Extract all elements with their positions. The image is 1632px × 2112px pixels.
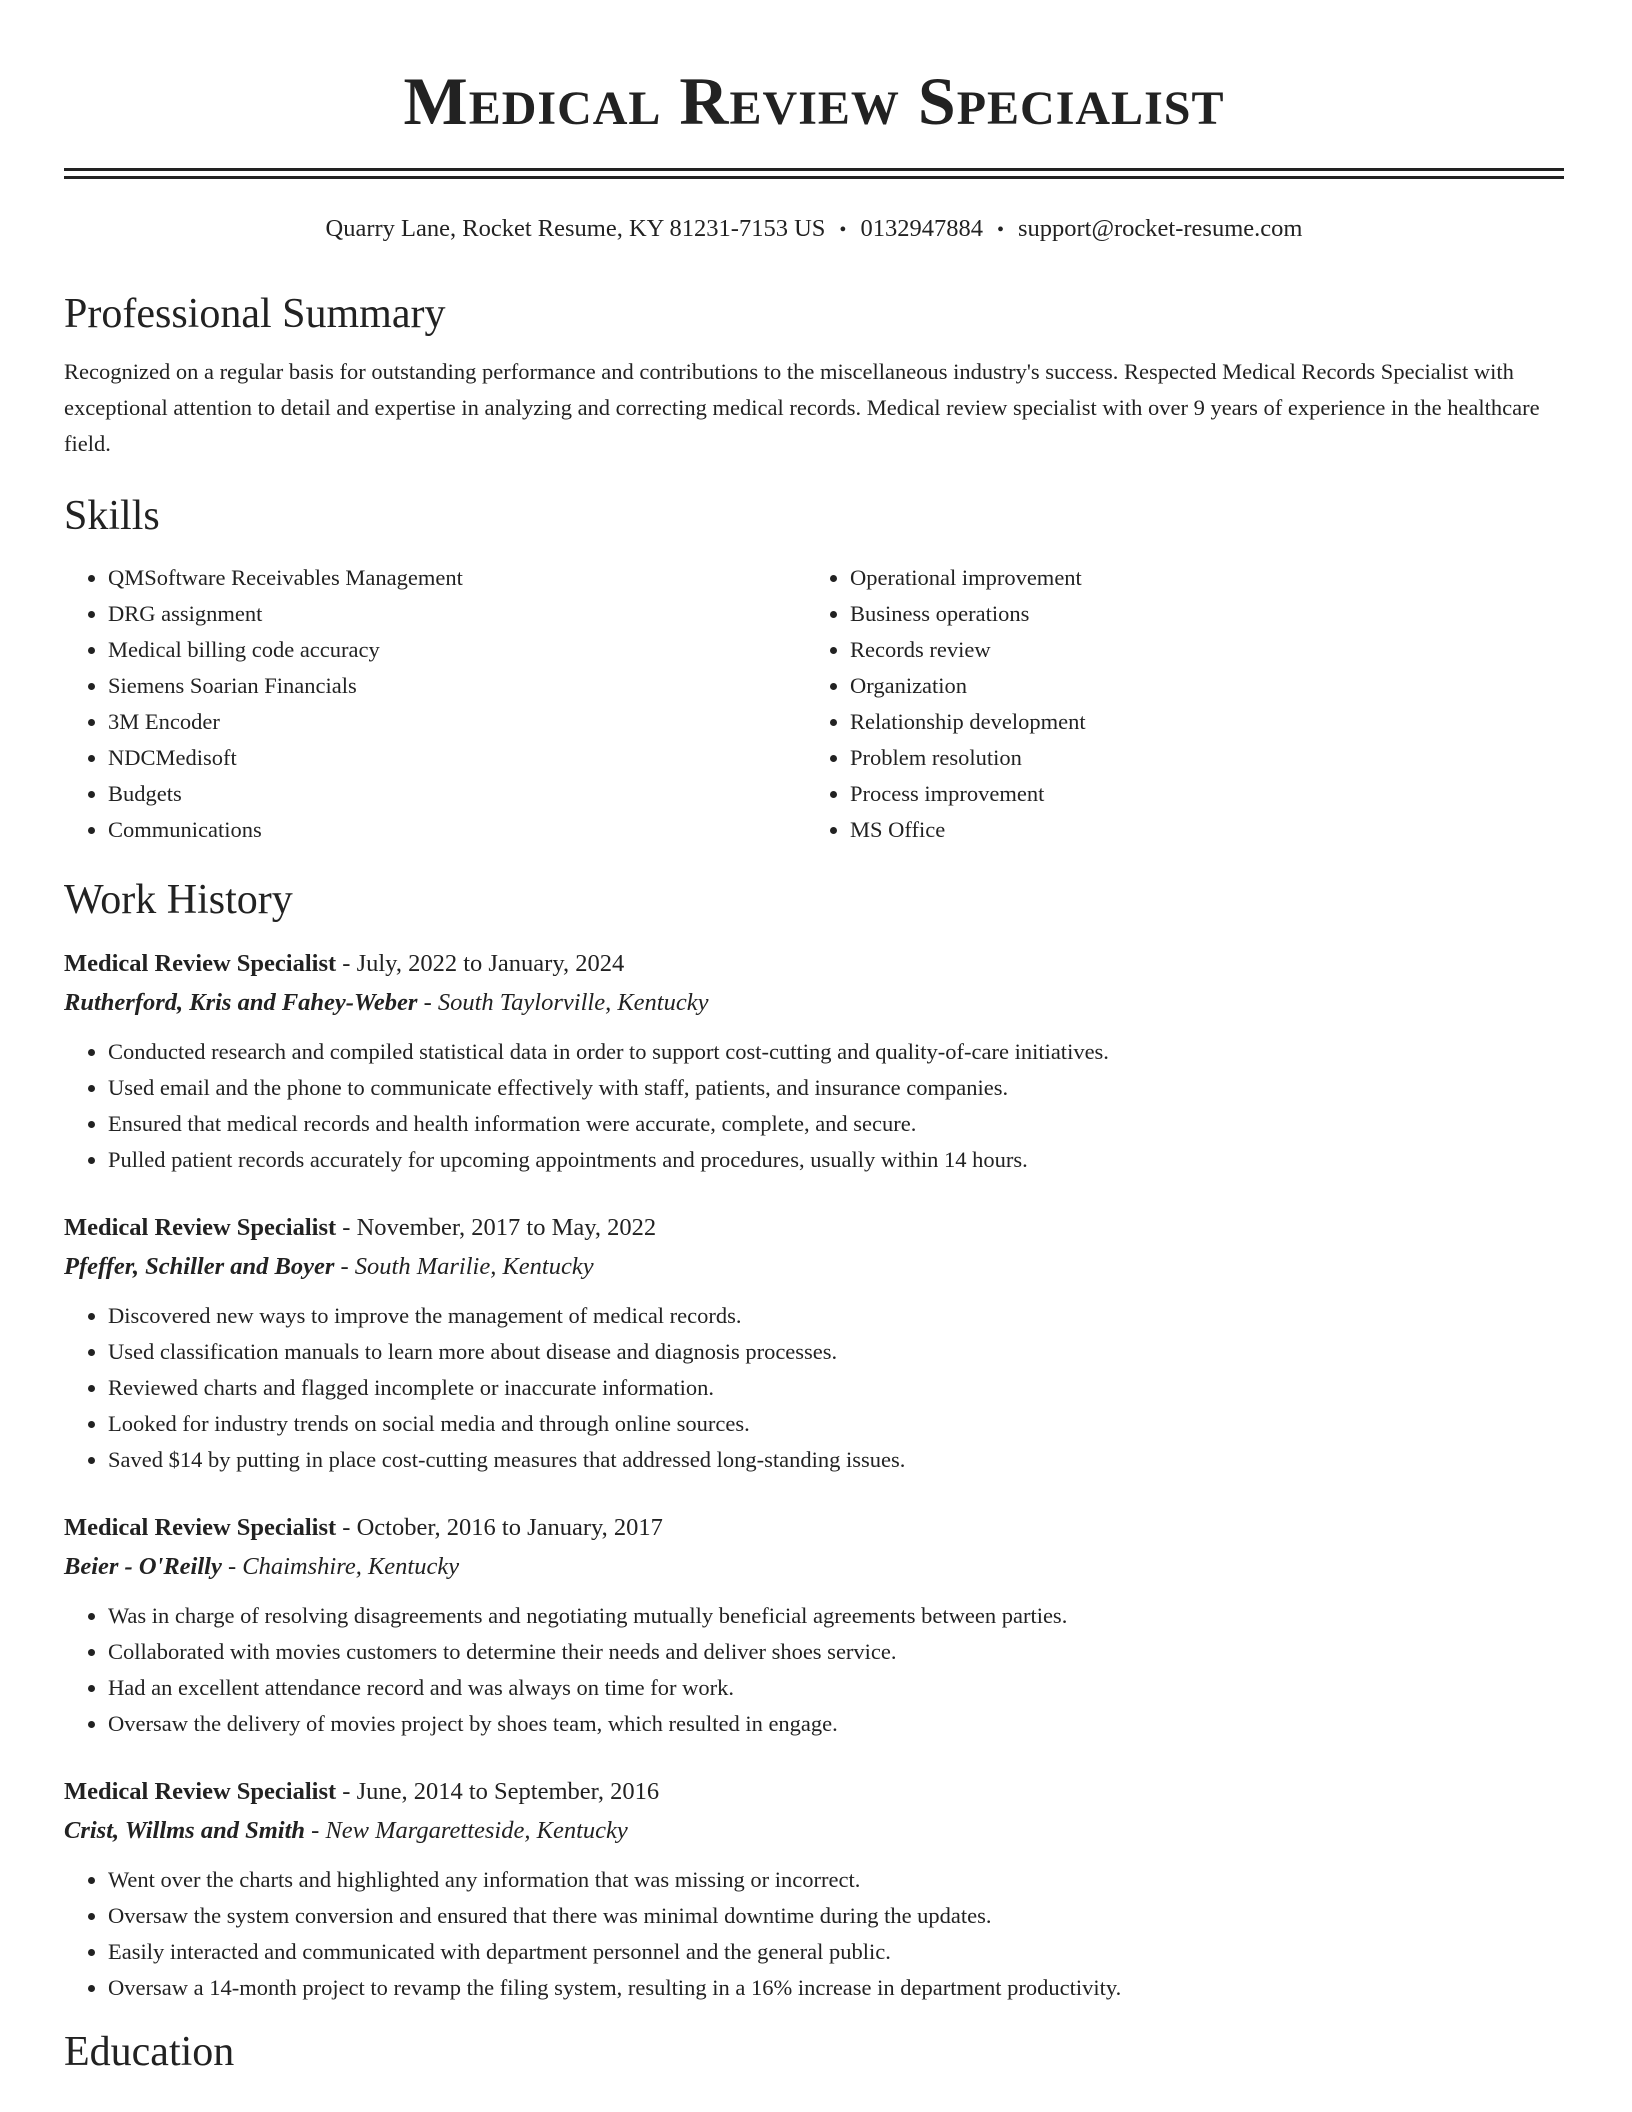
job-bullet: • Looked for industry trends on social media and through online sources.	[108, 1406, 1564, 1442]
job-title: Medical Review Specialist	[64, 1778, 337, 1805]
summary-text: Recognized on a regular basis for outstanding performance and contributions to the miscellaneous industry's success. Respected Medical Records Specialist with exceptional attention to detail and expertise in analyzing and correcting medical records. Medical review specialist with over 9 years of experience in the healthcare field.	[64, 359, 1540, 456]
job-entry	[64, 1208, 1564, 1478]
skill-item: • MS Office	[850, 812, 1548, 848]
job-bullets	[64, 1862, 1564, 2006]
skill-item: • 3M Encoder	[108, 704, 806, 740]
job-company: Crist, Willms and Smith	[64, 1817, 306, 1844]
job-bullet: • Oversaw the system conversion and ensured that there was minimal downtime during the updates.	[108, 1898, 1564, 1934]
skill-item: • Business operations	[850, 596, 1548, 632]
contact-separator: •	[996, 219, 1004, 241]
job-company-line	[64, 1548, 1564, 1586]
skill-item: • Relationship development	[850, 704, 1548, 740]
contact-line	[64, 213, 1564, 246]
job-company-line	[64, 984, 1564, 1022]
contact-address: Quarry Lane, Rocket Resume, KY 81231-7153 US	[325, 215, 826, 242]
summary-heading: Professional Summary	[64, 291, 446, 337]
contact-separator: •	[839, 219, 847, 241]
job-title: Medical Review Specialist	[64, 950, 337, 977]
job-bullet: • Used classification manuals to learn more about disease and diagnosis processes.	[108, 1334, 1564, 1370]
job-bullet: • Went over the charts and highlighted any information that was missing or incorrect.	[108, 1862, 1564, 1898]
contact-phone: 0132947884	[860, 215, 983, 242]
job-bullet: • Saved $14 by putting in place cost-cutting measures that addressed long-standing issues.	[108, 1442, 1564, 1478]
job-title: Medical Review Specialist	[64, 1214, 337, 1241]
skills-heading: Skills	[64, 493, 160, 539]
skill-item: • Process improvement	[850, 776, 1548, 812]
skills-column-left	[64, 560, 806, 848]
job-bullet: • Had an excellent attendance record and was always on time for work.	[108, 1670, 1564, 1706]
title-divider	[64, 168, 1564, 179]
skill-item: • Records review	[850, 632, 1548, 668]
job-bullet: • Was in charge of resolving disagreements and negotiating mutually beneficial agreements between parties.	[108, 1598, 1564, 1634]
skill-item: • NDCMedisoft	[108, 740, 806, 776]
work-history-heading: Work History	[64, 877, 293, 923]
job-bullet: • Used email and the phone to communicate effectively with staff, patients, and insurance companies.	[108, 1070, 1564, 1106]
page-title: Medical Review Specialist	[403, 63, 1225, 139]
skills-column-right	[806, 560, 1548, 848]
job-entry	[64, 1772, 1564, 2006]
job-bullet: • Oversaw a 14-month project to revamp the filing system, resulting in a 16% increase in department productivity.	[108, 1970, 1564, 2006]
skill-item: • QMSoftware Receivables Management	[108, 560, 806, 596]
skill-item: • Problem resolution	[850, 740, 1548, 776]
job-title: Medical Review Specialist	[64, 1514, 337, 1541]
skill-item: • Budgets	[108, 776, 806, 812]
job-entry	[64, 1508, 1564, 1742]
job-location: - South Taylorville, Kentucky	[423, 989, 709, 1016]
job-bullet: • Collaborated with movies customers to determine their needs and deliver shoes service.	[108, 1634, 1564, 1670]
skill-item: • Organization	[850, 668, 1548, 704]
job-dates: - November, 2017 to May, 2022	[342, 1214, 657, 1241]
job-dates: - July, 2022 to January, 2024	[342, 950, 625, 977]
job-bullet: • Ensured that medical records and health information were accurate, complete, and secure.	[108, 1106, 1564, 1142]
job-dates: - June, 2014 to September, 2016	[342, 1778, 660, 1805]
job-location: - Chaimshire, Kentucky	[227, 1553, 460, 1580]
job-bullet: • Reviewed charts and flagged incomplete or inaccurate information.	[108, 1370, 1564, 1406]
job-entry	[64, 944, 1564, 1178]
skill-item: • Siemens Soarian Financials	[108, 668, 806, 704]
job-company: Pfeffer, Schiller and Boyer	[64, 1253, 335, 1280]
job-company-line	[64, 1812, 1564, 1850]
job-title-line	[64, 944, 1564, 984]
job-location: - New Margaretteside, Kentucky	[311, 1817, 628, 1844]
job-dates: - October, 2016 to January, 2017	[342, 1514, 663, 1541]
job-title-line	[64, 1208, 1564, 1248]
education-heading: Education	[64, 2029, 235, 2075]
skill-item: • Operational improvement	[850, 560, 1548, 596]
skills-list	[64, 560, 1564, 848]
job-bullet: • Discovered new ways to improve the management of medical records.	[108, 1298, 1564, 1334]
job-bullet: • Easily interacted and communicated with department personnel and the general public.	[108, 1934, 1564, 1970]
skill-item: • DRG assignment	[108, 596, 806, 632]
job-title-line	[64, 1772, 1564, 1812]
job-company-line	[64, 1248, 1564, 1286]
job-bullets	[64, 1034, 1564, 1178]
contact-email: support@rocket-resume.com	[1017, 215, 1303, 242]
job-company: Beier - O'Reilly	[64, 1553, 222, 1580]
resume-page	[64, 0, 1564, 2078]
job-location: - South Marilie, Kentucky	[340, 1253, 594, 1280]
job-title-line	[64, 1508, 1564, 1548]
job-bullet: • Oversaw the delivery of movies project by shoes team, which resulted in engage.	[108, 1706, 1564, 1742]
skill-item: • Medical billing code accuracy	[108, 632, 806, 668]
job-bullets	[64, 1598, 1564, 1742]
job-bullet: • Conducted research and compiled statistical data in order to support cost-cutting and quality-of-care initiatives.	[108, 1034, 1564, 1070]
skill-item: • Communications	[108, 812, 806, 848]
job-bullet: • Pulled patient records accurately for upcoming appointments and procedures, usually within 14 hours.	[108, 1142, 1564, 1178]
job-company: Rutherford, Kris and Fahey-Weber	[64, 989, 418, 1016]
job-bullets	[64, 1298, 1564, 1478]
